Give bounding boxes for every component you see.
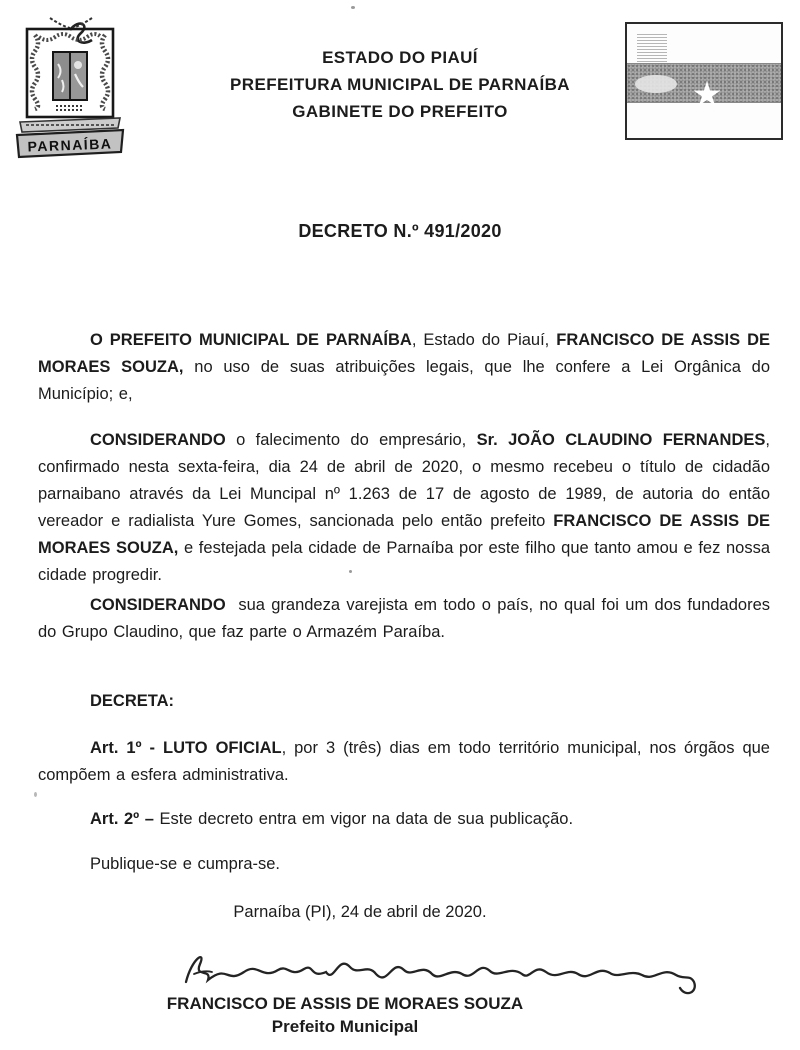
- paragraph-article-1: [38, 735, 770, 789]
- bold-considerando: CONSIDERANDO: [90, 431, 226, 449]
- signer-name: FRANCISCO DE ASSIS DE MORAES SOUZA: [166, 994, 524, 1013]
- decree-title: DECRETO N.º 491/2020: [298, 221, 502, 241]
- paragraph-preamble: [38, 327, 770, 408]
- text-run: , confirmado nesta sexta-feira, dia 24 de abril de 2020, o mesmo recebeu o título de cidadão parnaibano através da Lei Muncipal nº 1.263 de 17 de agosto de 1989, de autoria do então vereador e radialista Yure Gomes, sancionada pelo então prefeito: [38, 431, 770, 530]
- parnaiba-flag-icon: [625, 22, 783, 140]
- scan-speck: [351, 6, 355, 9]
- bold-joao-claudino: Sr. JOÃO CLAUDINO FERNANDES: [476, 431, 766, 449]
- text-run: sua grandeza varejista em todo o país, no qual foi um dos fundadores do Grupo Claudino, que faz parte o Armazém Paraíba.: [38, 596, 770, 641]
- text-run: Este decreto entra em vigor na data de sua publicação.: [153, 810, 574, 828]
- text-run: o falecimento do empresário,: [225, 431, 477, 449]
- bold-mayor-name: FRANCISCO DE ASSIS DE MORAES SOUZA,: [38, 512, 770, 557]
- handwritten-signature-icon: [170, 944, 710, 996]
- crest-banner-label: PARNAÍBA: [27, 135, 113, 155]
- scan-speck: [349, 570, 352, 573]
- text-run: no uso de suas atribuições legais, que lhe confere a Lei Orgânica do Município; e,: [38, 358, 771, 403]
- letterhead-line-state: ESTADO DO PIAUÍ: [322, 48, 478, 67]
- flag-crest-blob: [635, 75, 677, 93]
- dateline: Parnaíba (PI), 24 de abril de 2020.: [233, 903, 487, 921]
- paragraph-publique: Publique-se e cumpra-se.: [90, 855, 281, 873]
- decreta-heading: DECRETA:: [90, 692, 175, 710]
- bold-mayor-name: FRANCISCO DE ASSIS DE MORAES SOUZA,: [38, 331, 770, 376]
- paragraph-article-2: [38, 806, 770, 833]
- text-run: , Estado do Piauí,: [411, 331, 557, 349]
- bold-art1: Art. 1º - LUTO OFICIAL: [90, 739, 282, 757]
- letterhead-line-gabinete: GABINETE DO PREFEITO: [292, 102, 508, 121]
- bold-considerando: CONSIDERANDO: [90, 596, 226, 614]
- bold-prefeito: O PREFEITO MUNICIPAL DE PARNAÍBA: [90, 331, 412, 349]
- text-run: e festejada pela cidade de Parnaíba por este filho que tanto amou e fez nossa cidade progredir.: [38, 539, 770, 584]
- paragraph-considerando-1: [38, 427, 770, 589]
- paragraph-considerando-2: [38, 592, 770, 646]
- signer-role: Prefeito Municipal: [271, 1017, 419, 1036]
- flag-corner-stamp: [637, 32, 667, 62]
- letterhead-line-prefeitura: PREFEITURA MUNICIPAL DE PARNAÍBA: [230, 75, 570, 94]
- scan-speck: [34, 792, 37, 797]
- signature-block: [0, 992, 690, 1038]
- bold-art2: Art. 2º –: [90, 810, 154, 828]
- text-run: , por 3 (três) dias em todo território municipal, nos órgãos que compõem a esfera administrativa.: [38, 739, 770, 784]
